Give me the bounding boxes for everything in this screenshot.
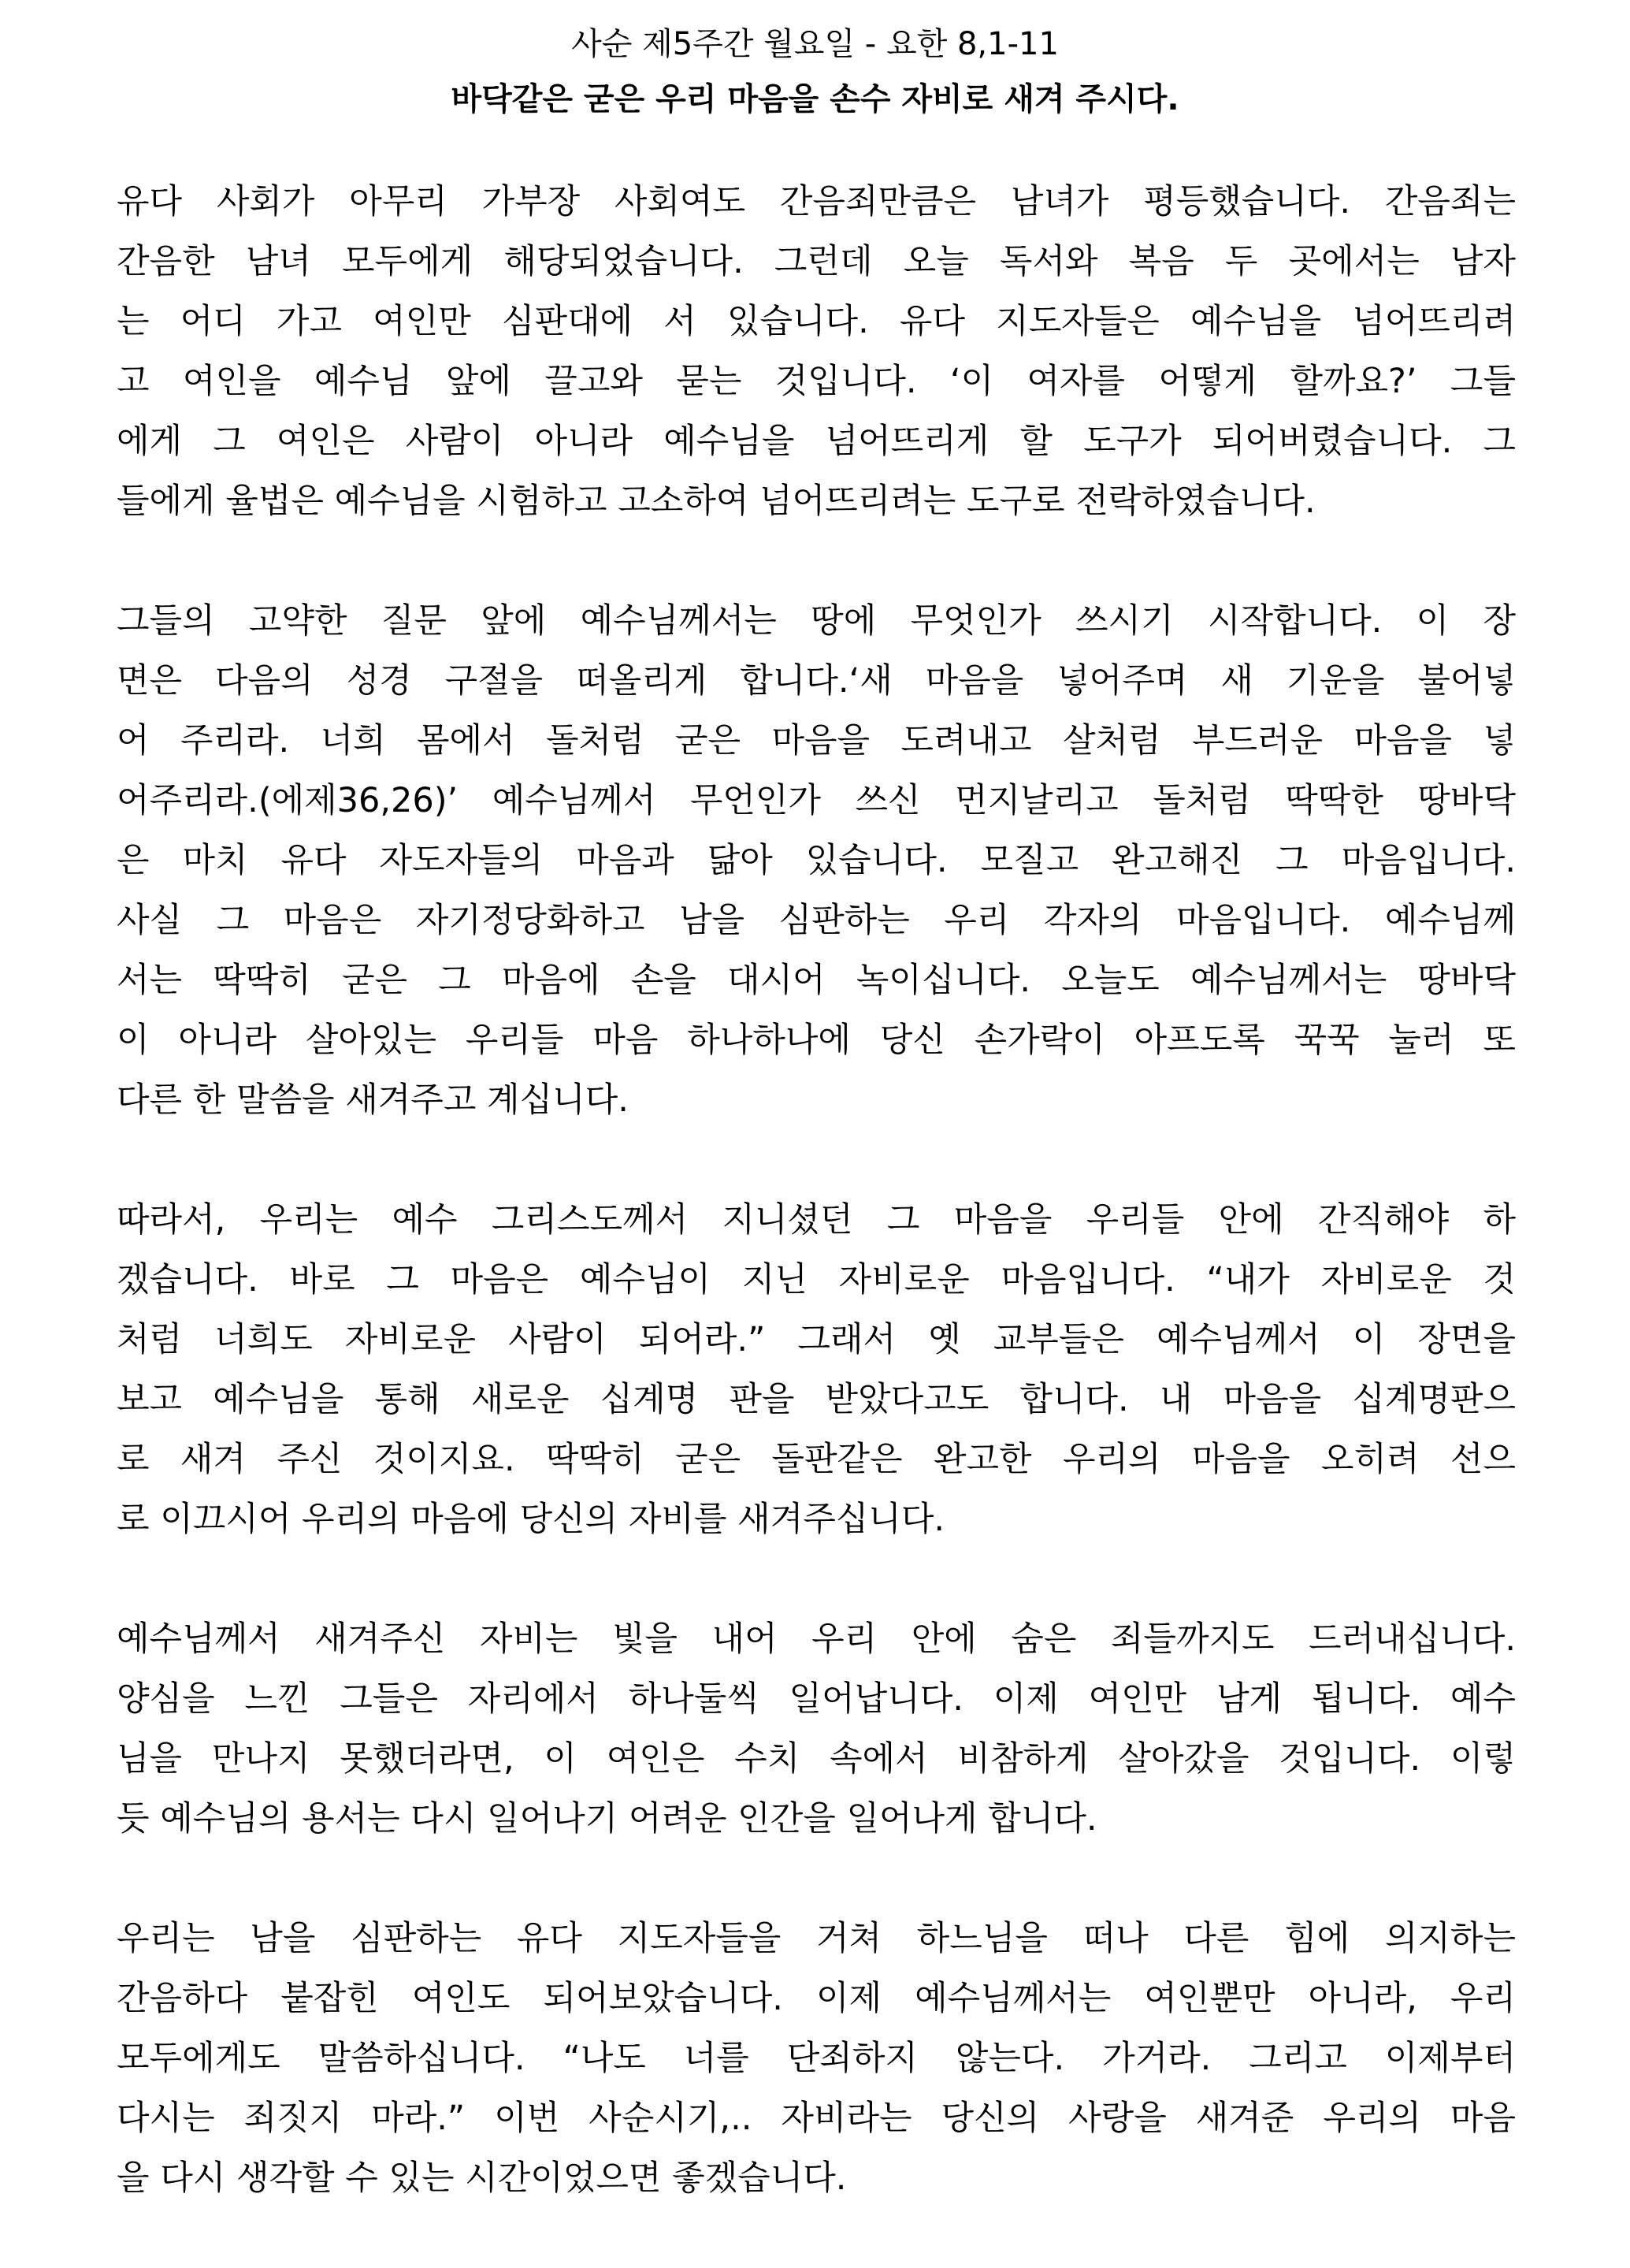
text-line: 듯 예수님의 용서는 다시 일어나기 어려운 인간을 일어나게 합니다.	[117, 1799, 1097, 1839]
paragraph-5	[117, 1909, 1516, 2208]
text-line: 을 다시 생각할 수 있는 시간이었으면 좋겠습니다.	[117, 2158, 847, 2198]
document-subtitle: 사순 제5주간 월요일 - 요한 8,1-11	[571, 26, 1059, 62]
paragraph-2	[117, 591, 1516, 1130]
text-line: 는 어디 가고 여인만 심판대에 서 있습니다. 유다 지도자들은 예수님을 넘어뜨리려	[117, 302, 1516, 341]
text-line: 다시는 죄짓지 마라.” 이번 사순시기,.. 자비라는 당신의 사랑을 새겨준 우리의 마음	[117, 2099, 1516, 2138]
text-line: 사실 그 마음은 자기정당화하고 남을 심판하는 우리 각자의 마음입니다. 예수님께	[117, 901, 1516, 940]
text-line: 들에게 율법은 예수님을 시험하고 고소하여 넘어뜨리려는 도구로 전락하였습니다.	[117, 481, 1316, 521]
text-line: 간음한 남녀 모두에게 해당되었습니다. 그런데 오늘 독서와 복음 두 곳에서는 남자	[117, 242, 1516, 281]
text-line: 님을 만나지 못했더라면, 이 여인은 수치 속에서 비참하게 살아갔을 것입니다. 이렇	[117, 1739, 1516, 1779]
text-line: 로 이끄시어 우리의 마음에 당신의 자비를 새겨주십니다.	[117, 1500, 945, 1539]
text-line: 다른 한 말씀을 새겨주고 계십니다.	[117, 1080, 629, 1120]
text-line: 양심을 느낀 그들은 자리에서 하나둘씩 일어납니다. 이제 여인만 남게 됩니다. 예수	[117, 1679, 1516, 1719]
text-line: 예수님께서 새겨주신 자비는 빛을 내어 우리 안에 숨은 죄들까지도 드러내십니다.	[117, 1619, 1516, 1659]
text-line: 이 아니라 살아있는 우리들 마음 하나하나에 당신 손가락이 아프도록 꾹꾹 눌러 또	[117, 1021, 1516, 1060]
paragraph-3	[117, 1190, 1516, 1549]
text-line: 은 마치 유다 자도자들의 마음과 닮아 있습니다. 모질고 완고해진 그 마음입니다.	[117, 841, 1516, 880]
text-line: 에게 그 여인은 사람이 아니라 예수님을 넘어뜨리게 할 도구가 되어버렸습니다. 그	[117, 422, 1516, 461]
text-line: 따라서, 우리는 예수 그리스도께서 지니셨던 그 마음을 우리들 안에 간직해야 하	[117, 1200, 1516, 1240]
text-line: 그들의 고약한 질문 앞에 예수님께서는 땅에 무엇인가 쓰시기 시작합니다. 이 장	[117, 601, 1516, 641]
paragraph-4	[117, 1609, 1516, 1849]
paragraph-1	[117, 172, 1516, 531]
text-line: 우리는 남을 심판하는 유다 지도자들을 거쳐 하느님을 떠나 다른 힘에 의지하는	[117, 1919, 1516, 1958]
text-line: 보고 예수님을 통해 새로운 십계명 판을 받았다고도 합니다. 내 마음을 십계명판으	[117, 1380, 1516, 1419]
text-line: 처럼 너희도 자비로운 사람이 되어라.” 그래서 옛 교부들은 예수님께서 이 장면을	[117, 1320, 1516, 1359]
text-line: 어주리라.(에제36,26)’ 예수님께서 무언인가 쓰신 먼지날리고 돌처럼 딱딱한 땅바닥	[117, 781, 1516, 820]
text-line: 고 여인을 예수님 앞에 끌고와 묻는 것입니다. ‘이 여자를 어떻게 할까요?’ 그들	[117, 362, 1516, 401]
document-title: 바닥같은 굳은 우리 마음을 손수 자비로 새겨 주시다.	[451, 81, 1179, 117]
text-line: 모두에게도 말씀하십니다. “나도 너를 단죄하지 않는다. 가거라. 그리고 이제부터	[117, 2039, 1516, 2078]
document-body	[117, 172, 1516, 2268]
text-line: 유다 사회가 아무리 가부장 사회여도 간음죄만큼은 남녀가 평등했습니다. 간음죄는	[117, 182, 1516, 221]
text-line: 로 새겨 주신 것이지요. 딱딱히 굳은 돌판같은 완고한 우리의 마음을 오히려 선으	[117, 1440, 1516, 1479]
text-line: 간음하다 붙잡힌 여인도 되어보았습니다. 이제 예수님께서는 여인뿐만 아니라, 우리	[117, 1979, 1516, 2018]
text-line: 겠습니다. 바로 그 마음은 예수님이 지닌 자비로운 마음입니다. “내가 자비로운 것	[117, 1260, 1516, 1299]
text-line: 어 주리라. 너희 몸에서 돌처럼 굳은 마음을 도려내고 살처럼 부드러운 마음을 넣	[117, 721, 1516, 760]
text-line: 면은 다음의 성경 구절을 떠올리게 합니다.‘새 마음을 넣어주며 새 기운을 불어넣	[117, 661, 1516, 701]
text-line: 서는 딱딱히 굳은 그 마음에 손을 대시어 녹이십니다. 오늘도 예수님께서는 땅바닥	[117, 961, 1516, 1000]
